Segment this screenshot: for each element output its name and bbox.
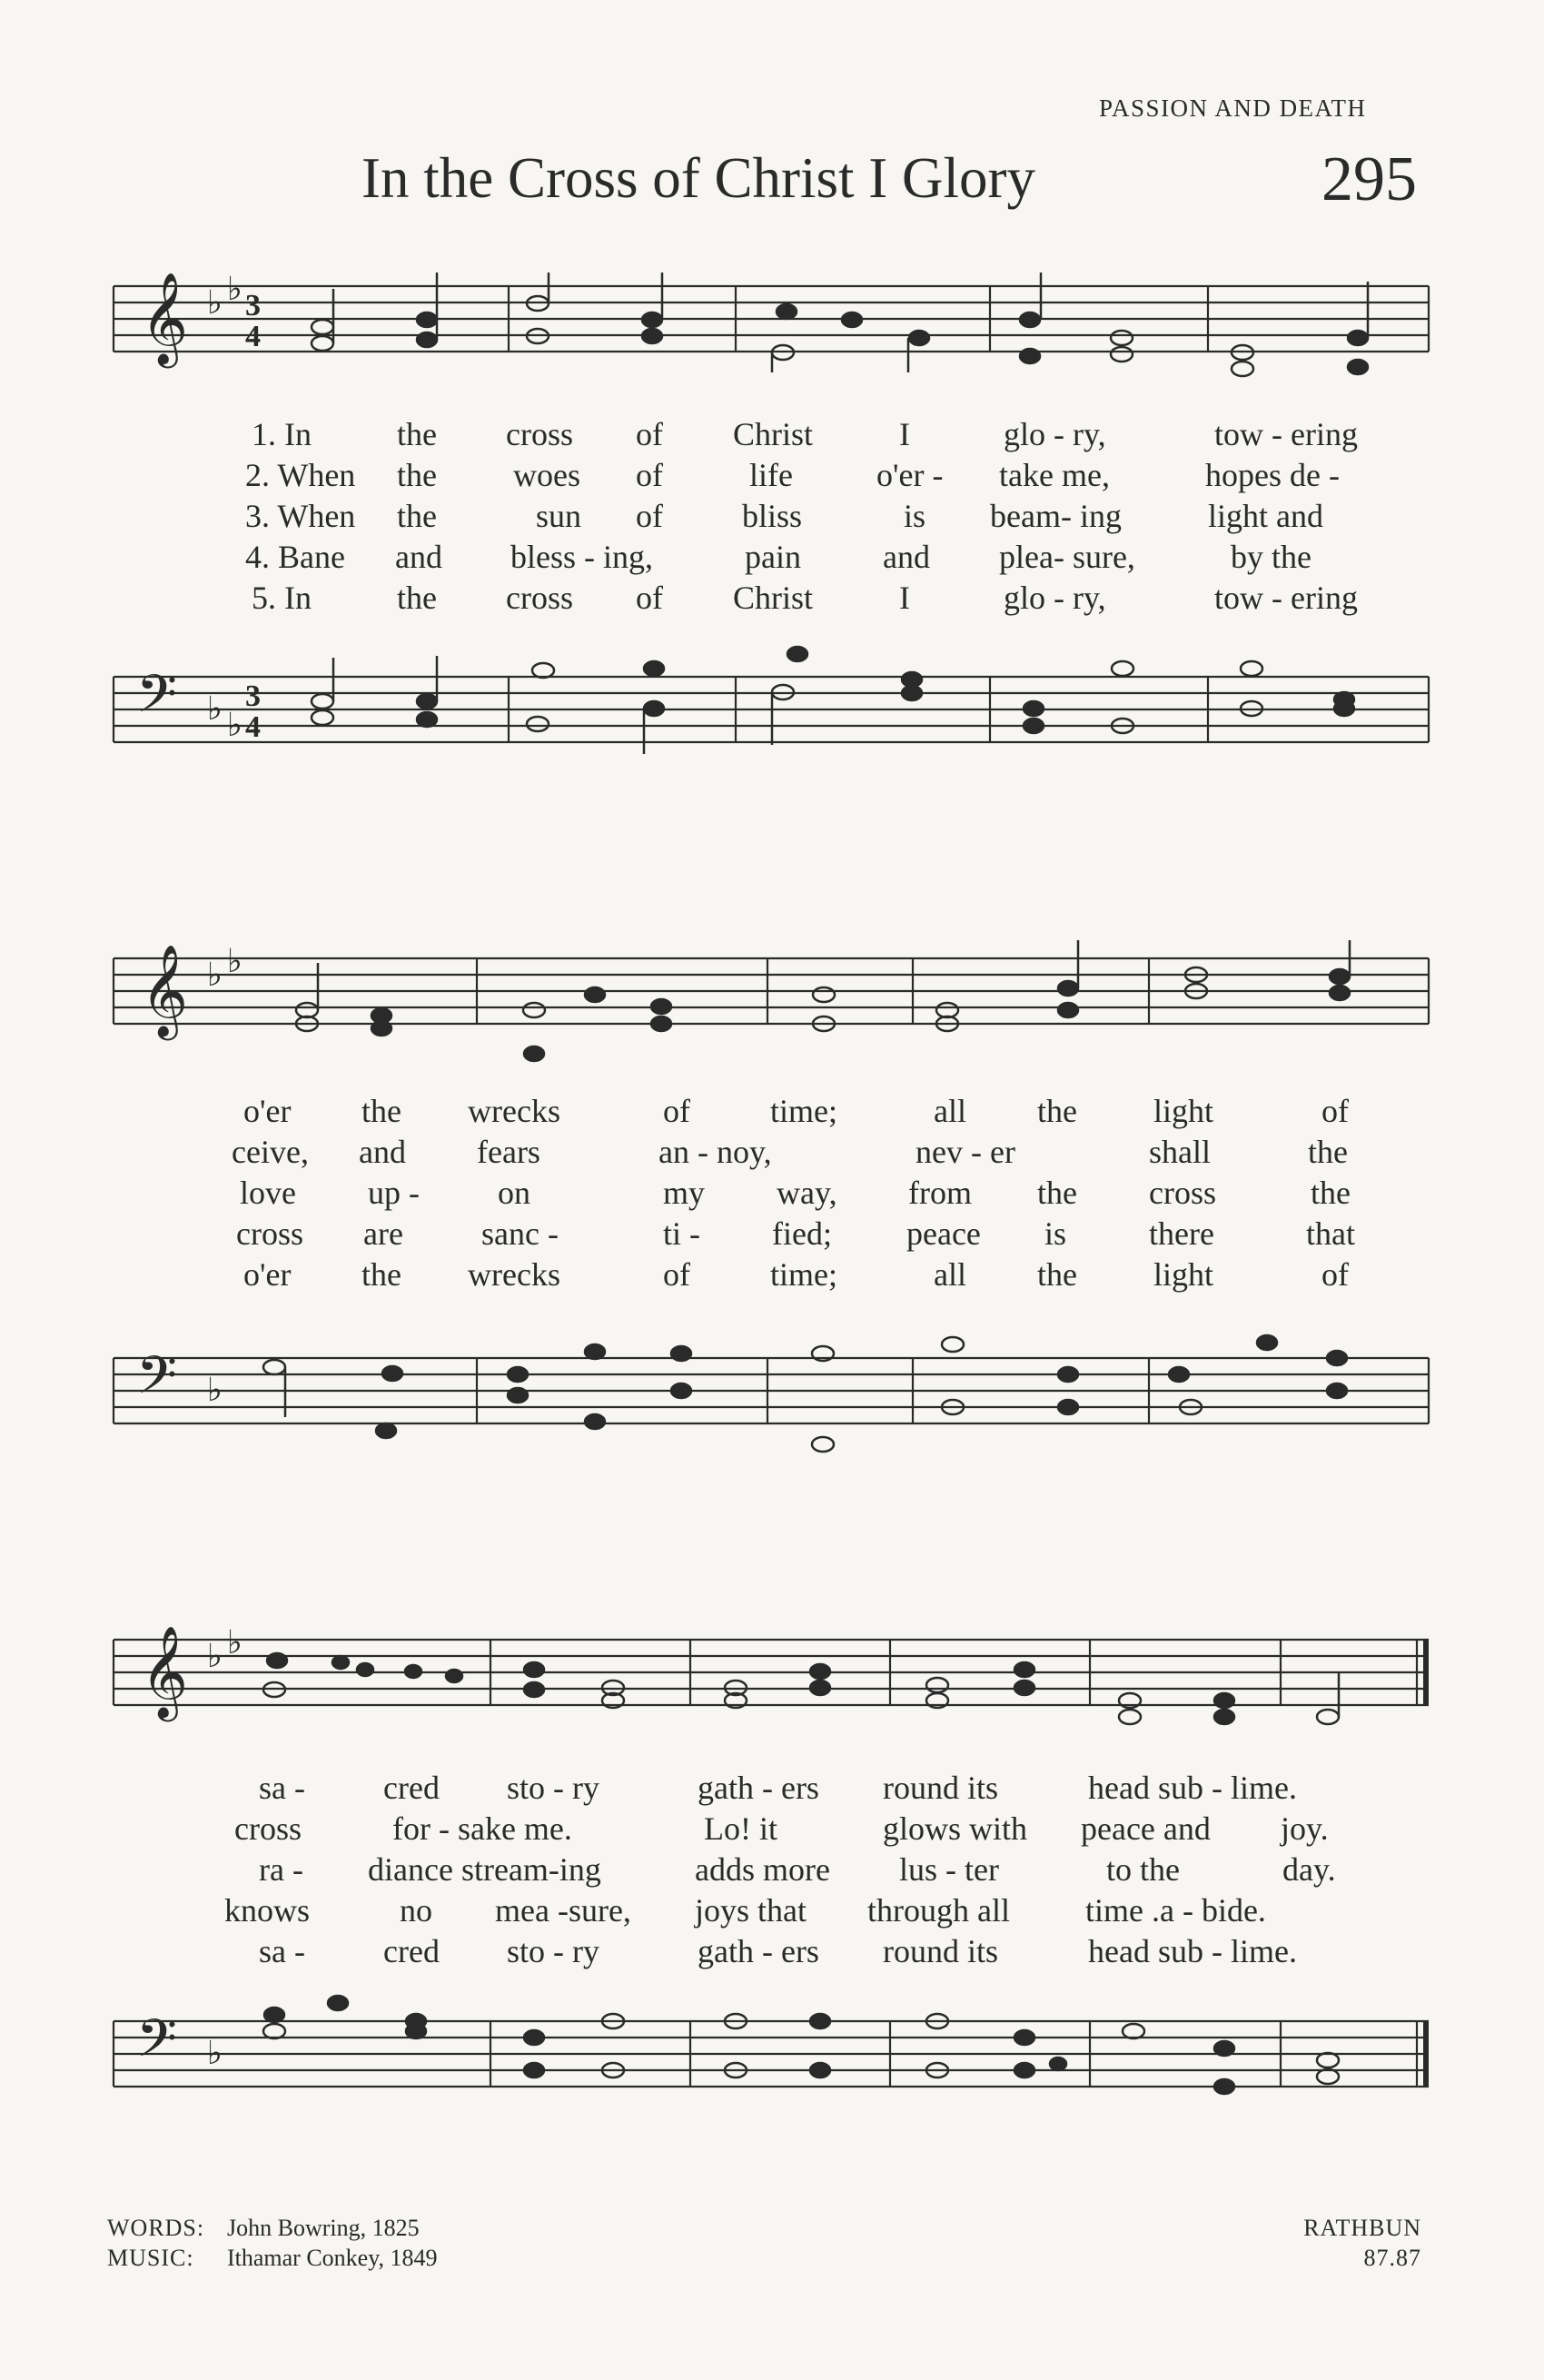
lyric: round its [883,1933,999,1969]
lyric: light and [1208,498,1323,534]
treble-clef-icon: 𝄞 [141,947,189,1036]
lyric: gath - ers [698,1770,819,1806]
lyric: sun [536,498,582,534]
lyric: all [934,1256,966,1293]
lyric: wrecks [468,1256,560,1293]
tune-name: RATHBUN [1303,2215,1421,2241]
bass-notes [263,1996,1339,2094]
lyric: time .a - bide. [1085,1892,1266,1929]
hymn-number: 295 [1321,144,1417,214]
credit-music [107,2244,438,2274]
treble-notes [312,273,1368,376]
lyric: day. [1282,1851,1336,1888]
lyric: Christ [733,416,814,452]
lyric: ra - [259,1851,303,1888]
lyric: the [1311,1175,1351,1211]
treble-staff-system-3 [0,1608,1544,1717]
lyric: time; [770,1093,837,1129]
bass-staff-system-2 [0,1326,1544,1453]
lyric: by the [1231,539,1311,575]
lyric: mea -sure, [495,1892,631,1929]
lyric: 5. In [252,580,312,616]
lyric: fears [477,1134,540,1170]
lyric: joy. [1281,1810,1329,1847]
lyric: are [363,1215,403,1252]
lyric: light [1153,1256,1214,1293]
lyric: 1. In [252,416,312,452]
lyric: love [240,1175,296,1211]
lyric: the [1037,1256,1077,1293]
lyric: o'er [243,1256,292,1293]
time-signature-top: 3 [245,679,261,713]
flat-icon: ♭ [227,271,242,307]
lyric: and [883,539,930,575]
lyric: 2. When [245,457,356,493]
lyric: o'er [243,1093,292,1129]
lyric: sa - [259,1933,305,1969]
bass-staff-system-1 [0,636,1544,754]
lyric: Christ [733,580,814,616]
flat-icon: ♭ [227,1624,242,1661]
lyric: sa - [259,1770,305,1806]
tune-info [1303,2214,1421,2273]
lyric: cred [383,1933,440,1969]
lyric: of [636,457,663,493]
lyric: my [663,1175,706,1211]
lyric: 4. Bane [245,539,345,575]
lyric: ti - [663,1215,700,1252]
lyric: is [904,498,926,534]
bass-clef-icon: 𝄢 [136,1348,178,1418]
lyric: light [1153,1093,1214,1129]
lyric: cred [383,1770,440,1806]
lyric: I [899,580,910,616]
lyric: head sub - lime. [1088,1770,1297,1806]
flat-icon: ♭ [207,1638,223,1674]
treble-clef-icon: 𝄞 [141,275,189,363]
flat-icon: ♭ [207,2035,223,2071]
lyric: peace and [1081,1810,1211,1847]
lyric: pain [745,539,801,575]
treble-staff-system-2 [0,927,1544,1036]
lyric: the [361,1256,401,1293]
lyric: the [361,1093,401,1129]
lyric: plea- sure, [999,539,1135,575]
treble-staff-system-1 [0,273,1544,372]
lyric: beam- ing [990,498,1122,534]
lyric: of [1321,1256,1349,1293]
lyric: the [1037,1093,1077,1129]
credit-words-value: John Bowring, 1825 [227,2215,420,2241]
lyric: gath - ers [698,1933,819,1969]
lyric: the [1308,1134,1348,1170]
time-signature-bottom: 4 [245,320,261,353]
lyric: shall [1149,1134,1211,1170]
bass-notes [312,647,1354,754]
lyric: of [663,1093,690,1129]
hymn-title: In the Cross of Christ I Glory [361,146,1035,210]
lyric: that [1306,1215,1355,1252]
lyric: diance stream-ing [368,1851,601,1888]
lyric: and [395,539,442,575]
lyric: o'er - [876,457,944,493]
lyric: 3. When [245,498,356,534]
flat-icon: ♭ [207,1372,223,1408]
lyric: of [663,1256,690,1293]
bass-notes [263,1335,1347,1452]
lyric: of [636,416,663,452]
lyric: I [899,416,910,452]
lyric: knows [224,1892,311,1929]
lyric: the [397,498,437,534]
lyric: of [1321,1093,1349,1129]
lyric: from [908,1175,972,1211]
lyric: fied; [772,1215,832,1252]
credits [107,2214,438,2273]
lyric: bless - ing, [510,539,653,575]
bass-clef-icon: 𝄢 [136,667,178,737]
lyric: nev - er [916,1134,1015,1170]
credit-music-value: Ithamar Conkey, 1849 [227,2244,438,2271]
section-label: PASSION AND DEATH [1099,94,1367,122]
lyric: through all [867,1892,1010,1929]
lyric: hopes de - [1205,457,1340,493]
flat-icon: ♭ [207,284,223,321]
lyric: glo - ry, [1004,416,1106,452]
lyric: there [1149,1215,1214,1252]
lyric: joys that [695,1892,807,1929]
lyric: bliss [742,498,803,534]
lyric: ceive, [232,1134,309,1170]
lyric: for - sake me. [392,1810,572,1847]
lyric: take me, [999,457,1110,493]
lyric: cross [506,580,573,616]
lyric: the [1037,1175,1077,1211]
lyric: the [397,457,437,493]
lyric: and [359,1134,406,1170]
lyric: of [636,580,663,616]
lyric: of [636,498,663,534]
flat-icon: ♭ [227,943,242,979]
lyric: the [397,416,437,452]
lyric: an - noy, [658,1134,772,1170]
lyric: way, [777,1175,837,1211]
lyric: time; [770,1256,837,1293]
time-signature-top: 3 [245,289,261,322]
credit-music-label: MUSIC: [107,2244,194,2271]
lyric: on [498,1175,530,1211]
flat-icon: ♭ [207,957,223,993]
lyric: all [934,1093,966,1129]
lyric: Lo! it [704,1810,777,1847]
lyric: sto - ry [507,1933,599,1969]
lyric: head sub - lime. [1088,1933,1297,1969]
lyric: sto - ry [507,1770,599,1806]
lyric: cross [506,416,573,452]
lyric: the [397,580,437,616]
lyric: up - [368,1175,420,1211]
tune-meter: 87.87 [1363,2244,1421,2271]
flat-icon: ♭ [227,707,242,743]
treble-clef-icon: 𝄞 [141,1629,189,1717]
lyric: glo - ry, [1004,580,1106,616]
lyric: cross [1149,1175,1216,1211]
lyric: sanc - [481,1215,559,1252]
lyric: adds more [695,1851,830,1888]
bass-staff-system-3 [0,1989,1544,2107]
credit-words [107,2214,438,2244]
lyric: life [749,457,793,493]
time-signature-bottom: 4 [245,710,261,744]
lyric: wrecks [468,1093,560,1129]
lyric: cross [234,1810,302,1847]
lyric: to the [1106,1851,1180,1888]
lyric: lus - ter [899,1851,999,1888]
credit-words-label: WORDS: [107,2215,205,2241]
lyric: cross [236,1215,303,1252]
flat-icon: ♭ [207,690,223,727]
bass-clef-icon: 𝄢 [136,2011,178,2081]
lyric: peace [906,1215,981,1252]
lyric: is [1044,1215,1067,1252]
lyric: glows with [883,1810,1028,1847]
lyric: tow - ering [1214,580,1358,616]
lyric: woes [513,457,580,493]
lyric: tow - ering [1214,416,1358,452]
lyric: round its [883,1770,999,1806]
lyric: no [400,1892,432,1929]
